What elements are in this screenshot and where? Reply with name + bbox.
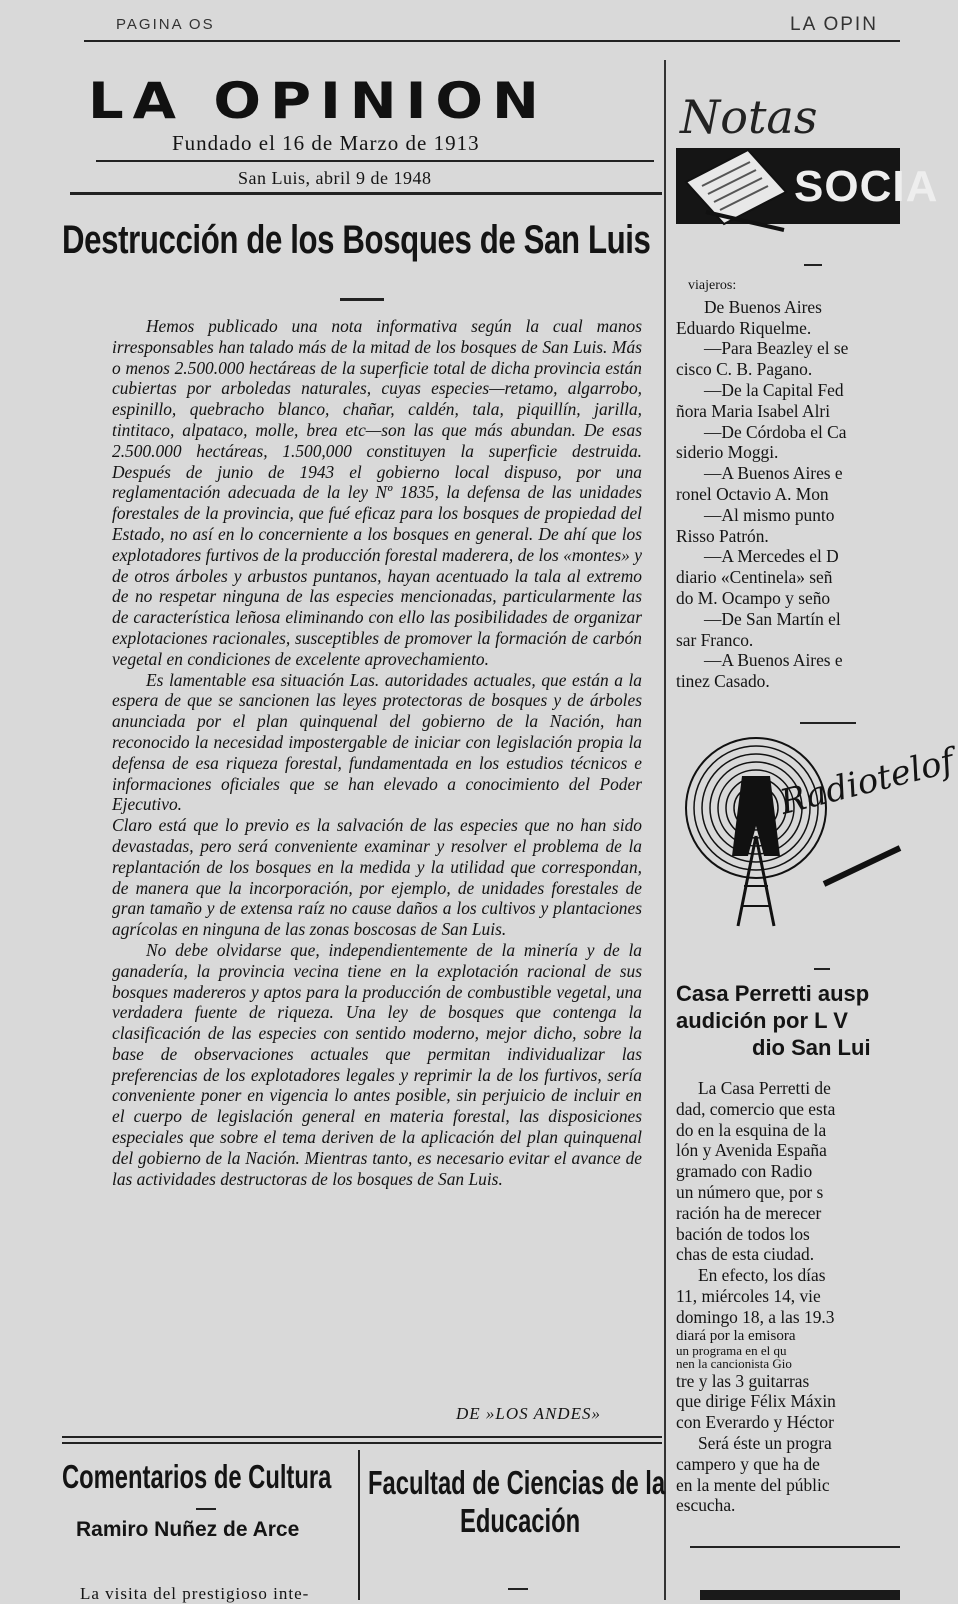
social-dash (804, 264, 822, 266)
masthead-dateline: San Luis, abril 9 de 1948 (238, 168, 432, 188)
social-list (676, 276, 900, 692)
casa-line: escucha. (676, 1495, 736, 1516)
social-line: ñora Maria Isabel Alri (676, 400, 831, 421)
culture-heading: Comentarios de Cultura (62, 1458, 332, 1495)
casa-body (676, 1078, 900, 1516)
social-line: —A Buenos Aires e (704, 463, 843, 484)
radio-logo (684, 736, 958, 952)
article-body (112, 316, 642, 1189)
culture-dash (196, 1508, 216, 1510)
faculty-dash (508, 1588, 528, 1590)
social-line: —De Córdoba el Ca (704, 421, 847, 442)
social-line: do M. Ocampo y seño (676, 587, 831, 608)
radio-logo-text: Radiotelof (776, 741, 958, 823)
social-line: De Buenos Aires (704, 296, 822, 317)
casa-line: En efecto, los días (698, 1265, 826, 1286)
casa-line: do en la esquina de la (676, 1119, 827, 1140)
column-divider (664, 60, 666, 1600)
casa-line: chas de esta ciudad. (676, 1244, 815, 1265)
social-line: —Para Beazley el se (704, 338, 849, 359)
social-title-box (676, 148, 939, 224)
casa-heading-3: dio San Lui (752, 1035, 871, 1060)
bottom-rule-2 (62, 1442, 662, 1444)
casa-line: tre y las 3 guitarras (676, 1370, 810, 1391)
social-line: ronel Octavio A. Mon (676, 483, 829, 504)
social-line: —De la Capital Fed (704, 379, 844, 400)
casa-line: que dirige Félix Máxin (676, 1391, 836, 1412)
social-line: tinez Casado. (676, 671, 770, 692)
casa-line: un número que, por s (676, 1181, 824, 1202)
article-paragraph: Hemos publicado una nota informativa según la cual manos irresponsables han talado más de la mitad de los bosques de San Luis. Más o menos 2.500.000 hectáreas de la superficie total de dicha provincia están cubiertas por arboledas naturales, cuyas especies—retamo, algarrobo, espinillo, quebracho blanco, chañar, caldén, tala, piquillín, jarilla, tintitaco, alpataco, molle, brea etc—son las que más abundan. De esas 2.500.000 hectáreas, 1.500,000 constituyen la superficie destruida. Después de junio de 1943 el gobierno local dispuso, por una reglamentación adecuada de la ley Nº 1835, la defensa de las unidades forestales de la provincia, que fué eficaz para los bosques de propiedad del Estado, no así en lo concerniente a los bosques en general. De ahí que los explotadores furtivos de la producción forestal maderera, de los «montes» y de otros árboles y arbustos puntanos, hayan acentuado la tala al extremo de no respetar ninguna de las especies mencionadas, particularmente las de característica leñosa eliminando con ello las posibilidades de organizar explotaciones racionales, susceptibles de promover la formación de carbón vegetal en condiciones de excelente aprovechamiento. (112, 316, 642, 669)
masthead-rule-2 (70, 192, 662, 195)
casa-line: domingo 18, a las 19.3 (676, 1306, 835, 1327)
casa-line: nen la cancionista Gio (676, 1355, 792, 1371)
casa-end-rule (690, 1546, 900, 1548)
article-headline: Destrucción de los Bosques de San Luis (62, 218, 651, 262)
culture-byline: Ramiro Nuñez de Arce (76, 1518, 300, 1541)
social-line: sar Franco. (676, 629, 754, 650)
social-line: Eduardo Riquelme. (676, 317, 812, 338)
social-end-rule (800, 722, 856, 724)
notepad-icon (676, 142, 796, 228)
social-title-script: Notas (680, 90, 818, 144)
social-line: Risso Patrón. (676, 525, 769, 546)
header-rule (84, 40, 900, 42)
masthead-title: LA OPINION (88, 72, 548, 130)
casa-dash (814, 968, 830, 970)
casa-line: dad, comercio que esta (676, 1098, 836, 1119)
masthead-rule-1 (96, 160, 654, 162)
casa-line: bación de todos los (676, 1223, 810, 1244)
casa-heading-1: Casa Perretti ausp (676, 981, 870, 1006)
bottom-rule-1 (62, 1436, 662, 1438)
casa-line: gramado con Radio (676, 1161, 813, 1182)
headline-dash (340, 298, 384, 301)
article-paragraph: No debe olvidarse que, independientemente de la minería y de la ganadería, la provincia vecina tiene en la explotación racional de sus bosques madereros y aptos para la producción de combustible vegetal, una verdadera fuente de riqueza. Una ley de bosques que contenga la clasificación de las especies con sentido moderno, mejor dicho, sobre la base de observaciones actuales que permitan individualizar las preferencias de los explotadores legales y reprimir la de los furtivos, sería conveniente poner en vigencia lo antes posible, sin perjuicio de incluir en el cuerpo de legislación general en materia forestal, las disposiciones especiales que sobre el tema deriven de la aplicación del plan quinquenal del gobierno de la Nación. Mientras tanto, es necesario evitar el avance de las actividades destructoras de los bosques de San Luis. (112, 939, 642, 1189)
faculty-heading-2: Educación (460, 1502, 581, 1539)
article-paragraph: Claro está que lo previo es la salvación de las especies que no han sido devastadas, pero será conveniente examinar y resolver el problema de la replantación de los bosques en la medida y la utilidad que correspondan, de manera que la incorporación, por ejemplo, de unidades forestales de gran tamaño y de extensa raíz no cause daños a los cultivos y plantaciones agrícolas en ninguna de las zonas boscosas de San Luis. (112, 815, 642, 940)
casa-line: ración ha de merecer (676, 1202, 822, 1223)
casa-line: diará por la emisora (676, 1327, 796, 1344)
masthead-founded: Fundado el 16 de Marzo de 1913 (172, 131, 480, 155)
culture-text: La visita del prestigioso inte- (80, 1584, 310, 1603)
casa-line: 11, miércoles 14, vie (676, 1285, 821, 1306)
casa-line: un programa en el qu (676, 1342, 787, 1358)
article-paragraph: Es lamentable esa situación Las. autoridades actuales, que están a la espera de que se sancionen las leyes protectoras de bosques y de árboles anunciada por el plan quinquenal del gobierno de la Nación, han reconocido la necesidad impostergable de iniciar con legislación propia la defensa de esa riqueza forestal, fundamentada en los estudios técnicos e informaciones oficiales que se han elevado a conocimiento del Poder Ejecutivo. (112, 669, 642, 815)
casa-line: en la mente del públic (676, 1474, 830, 1495)
running-head-right: LA OPIN (790, 14, 878, 35)
social-line: cisco C. B. Pagano. (676, 359, 813, 380)
casa-heading-2: audición por L V (676, 1008, 848, 1033)
casa-line: campero y que ha de (676, 1453, 820, 1474)
social-line: diario «Centinela» señ (676, 567, 833, 588)
social-line: —Al mismo punto (704, 504, 835, 525)
casa-line: lón y Avenida España (676, 1140, 827, 1161)
next-item-block (700, 1590, 900, 1600)
casa-line: La Casa Perretti de (698, 1078, 831, 1098)
bottom-divider (358, 1450, 360, 1600)
social-line: siderio Moggi. (676, 442, 779, 463)
article-source: DE »LOS ANDES» (456, 1404, 601, 1423)
casa-line: Será éste un progra (698, 1432, 832, 1453)
casa-line: con Everardo y Héctor (676, 1412, 834, 1433)
social-title-word: SOCIA (794, 162, 939, 211)
social-line: —De San Martín el (704, 608, 841, 629)
running-head-left: PAGINA OS (116, 16, 215, 33)
faculty-heading-1: Facultad de Ciencias de la (368, 1464, 666, 1501)
social-line: viajeros: (688, 278, 737, 293)
social-line: —A Buenos Aires e (704, 650, 843, 671)
social-line: —A Mercedes el D (704, 546, 839, 567)
